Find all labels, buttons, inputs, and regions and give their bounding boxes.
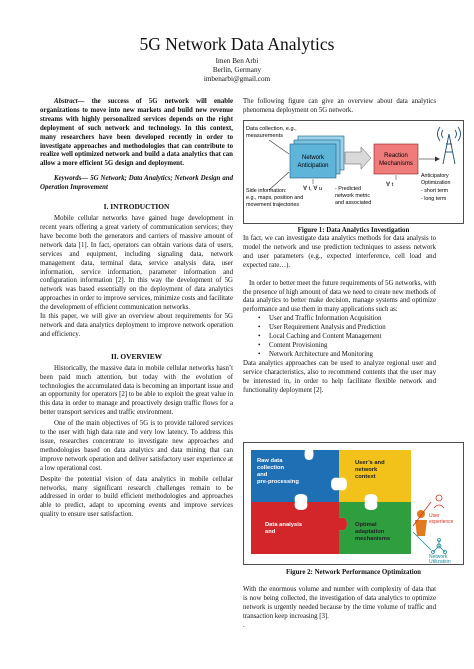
fig2-piece2-label: User’s and network context	[355, 460, 385, 480]
list-item: • User and Traffic Information Acquisition	[269, 315, 436, 324]
fig1-anticipatory-label: Anticipatory Optimization - short term - long term	[421, 173, 451, 202]
fig2-piece-adaptation	[339, 502, 411, 554]
right-paragraph-better: In order to better meet the future requirements of 5G networks, with the presence of high amount of data we need to create new methods of data analytics to better make decision, manage systems and optimize performance and use them in many applications such as:	[243, 279, 436, 314]
fig1-predicted-label: - Predicted network metric and associated	[335, 186, 372, 206]
overview-paragraph-3: Despite the potential vision of data analytics in mobile cellular networks, many significant research challenges remain to be addressed in order to build efficient methodologies and approaches able to predict, adapt to upcoming events and improve services quality to ensure user satisfaction.	[40, 475, 233, 519]
left-column	[40, 98, 233, 520]
overview-paragraph-1: Historically, the massive data in mobile cellular networks hasn’t been paid much attention, but today with the evolution of technologies the accumulated data is becoming an important issue and an opportunity for operators [2] to be able to exploit the great value in this data in order to manage and proactively design traffic flows for a better transport services and traffic environment.	[40, 364, 233, 417]
fig1-network-anticipation-box	[290, 144, 336, 178]
right-column-top	[243, 98, 436, 116]
right-column-mid	[243, 235, 436, 395]
right-final-paragraph: With the enormous volume and number with complexity of data that is now being collected, the investigation of data analytics to optimize network is urgently needed because by the time volume of traffic and transaction keep increasing [3].	[243, 586, 436, 620]
keywords-text: 5G Network; Data Analytics; Network Design and Operation Improvement	[40, 175, 233, 192]
fig1-vars-right: ∀ t	[386, 182, 394, 188]
fig1-vars-mid: ∀ t, ∀ u	[303, 186, 323, 192]
overview-paragraph-2: One of the main objectives of 5G is to provide tailored services to the user with high data rate and very low latency. To address this issue, researches concentrate to investigate new approaches and methodologies based on data analytics and data mining that can improve network operation and deliver satisfactory user experience at a low operational cost.	[40, 420, 233, 472]
keywords	[40, 175, 233, 193]
fig2-network-utilization-label: Network Utilization	[429, 554, 451, 565]
figure-2-caption: Figure 2: Network Performance Optimization	[286, 569, 421, 576]
section-heading-overview: II. OVERVIEW	[110, 351, 163, 361]
list-item: • User Requirement Analysis and Prediction	[269, 324, 436, 333]
abstract	[40, 98, 233, 169]
author-email: imbenarbi@gmail.com	[203, 75, 271, 83]
intro-paragraph-2: In this paper, we will give an overview about requirements for 5G network and data analytics deployment to improve network operation and efficiency.	[40, 313, 233, 338]
list-item: • Network Architecture and Monitoring	[269, 351, 436, 360]
list-item: • Local Caching and Content Management	[269, 333, 436, 342]
right-paragraph-applied: Data analytics approaches can be used to analyze regional user and service characteristics, also to recommend contents that the user may be interested in, in order to help facilitate flexible network and functionality deployment [2].	[243, 359, 436, 394]
abstract-text: the success of 5G network will enable organizations to move into new markets and build new revenue streams with highly personalized services depends on the right deployment of such network and technology. In this context, many researchers have been developed recently in order to investigate approaches and methodologies that can contribute to realize well optimized network and build a data analytics that can allow a more efficient 5G design and deployment.	[40, 98, 233, 168]
right-column-bottom	[243, 586, 436, 631]
paper-title: 5G Network Data Analytics	[139, 34, 335, 54]
right-paragraph-after-fig1: In fact, we can investigate data analytics methods for data analysis to model the network and use prediction techniques to assess network and user parameters (e.g., expected interference, cell load and expected rate…).	[243, 235, 436, 269]
fig2-piece3-label: Data analysis and	[265, 522, 303, 535]
fig1-data-collection-label: Data collection, e.g., measurements	[246, 126, 297, 139]
keywords-label: Keywords—	[54, 175, 89, 183]
fig2-piece1-label: Raw data collection and pre-processing	[257, 458, 299, 485]
fig2-user-experience-label: User experience	[429, 513, 454, 525]
list-item: • Content Provisioning	[269, 342, 436, 351]
author-name: Imen Ben Arbi	[215, 57, 259, 65]
trailing-dot: .	[243, 621, 245, 629]
figure-1-caption: Figure 1: Data Analytics Investigation	[297, 227, 410, 234]
fig1-reaction-mechanisms-label: Reaction Mechanisms	[379, 153, 413, 167]
intro-paragraph-1: Mobile cellular networks have gained huge development in recent years offering a great variety of communication services; they have become both the generators and carriers of massive amount of network data [1]. In fact, operators can obtain various data of users, services and equipment, including signaling data, network management data, terminal data, service analysis data, user information, service information, parameter information and configuration information [2]. In this way the development of 5G network was based essentially on the deployment of data analytics approaches in order to improve services, minimize costs and facilitate the development of efficient communication networks.	[40, 215, 233, 312]
abstract-label: Abstract—	[54, 98, 85, 105]
fig1-side-information-label: Side information: e.g., maps, position and movement trajectories	[246, 188, 304, 208]
figure-1-data-analytics-diagram	[243, 120, 464, 224]
right-intro-paragraph: The following figure can give an overview about data analytics phenomena deployment on 5G network.	[243, 98, 436, 114]
applications-list	[243, 315, 436, 360]
fig2-piece4-label: Optimal adaptation mechanisms	[355, 522, 391, 542]
author-location: Berlin, Germany	[212, 66, 262, 74]
figure-2-puzzle-diagram	[243, 442, 464, 565]
fig1-reaction-mechanisms-box	[374, 144, 418, 174]
section-heading-introduction: I. INTRODUCTION	[103, 202, 170, 212]
fig1-network-anticipation-label: Network Anticipation	[297, 155, 329, 169]
